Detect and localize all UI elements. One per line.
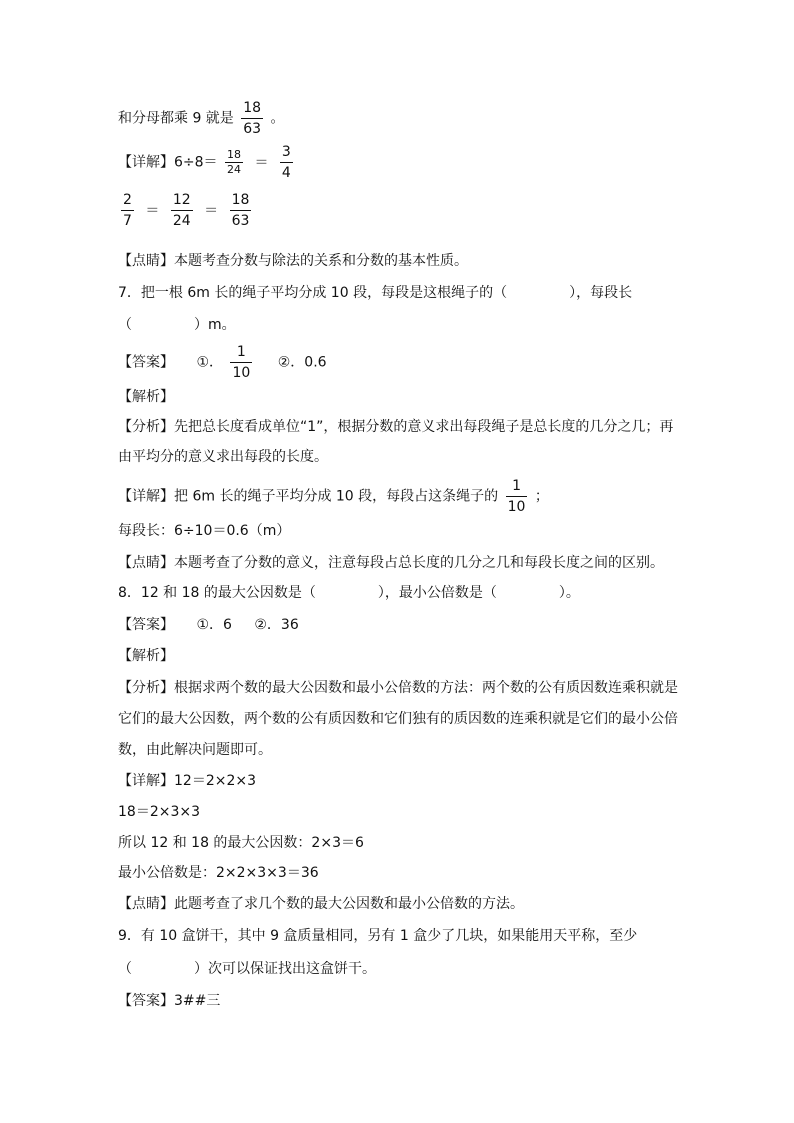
detail-label: 【详解】	[118, 154, 174, 171]
fraction-12-24: $\frac{12}{24}$	[172, 192, 191, 229]
analysis-label-q8: 【解析】	[118, 648, 174, 664]
line-multiply-nine: 和分母都乘 9 就是 $\frac{18}{63}$ 。	[118, 100, 285, 137]
detail-q8-line-3: 所以 12 和 18 的最大公因数：2×3＝6	[118, 835, 364, 851]
answer-q9: 【答案】3##三	[118, 993, 221, 1009]
tip-q6: 【点睛】本题考查分数与除法的关系和分数的基本性质。	[118, 253, 468, 269]
detail-q7-line-1: 【详解】把 6m 长的绳子平均分成 10 段，每段占这条绳子的 $\frac{1}{10}$ ；	[118, 478, 549, 515]
detail-q8-line-2: 18＝2×3×3	[118, 804, 200, 820]
analysis-q7-line-1: 【分析】先把总长度看成单位“1”，根据分数的意义求出每段绳子是总长度的几分之几；再	[118, 419, 674, 435]
detail-q7-line-2: 每段长：6÷10＝0.6（m）	[118, 523, 291, 539]
analysis-q8-line-3: 数，由此解决问题即可。	[118, 742, 272, 758]
line-equivalent-fractions: $\frac{2}{7}$ ＝ $\frac{12}{24}$ ＝ $\frac{18}{63}$	[123, 192, 250, 229]
tip-q7: 【点睛】本题考查了分数的意义，注意每段占总长度的几分之几和每段长度之间的区别。	[118, 555, 664, 571]
question-7-line-1: 7．把一根 6m 长的绳子平均分成 10 段，每段是这根绳子的（ ），每段长	[118, 285, 633, 301]
detail-q8-line-4: 最小公倍数是：2×2×3×3＝36	[118, 865, 319, 881]
fraction-1-10: $\frac{1}{10}$	[232, 344, 251, 381]
fraction-2-7: $\frac{2}{7}$	[123, 192, 132, 229]
question-9-line-1: 9．有 10 盒饼干，其中 9 盒质量相同，另有 1 盒少了几块，如果能用天平称，至少	[118, 928, 638, 944]
question-7-line-2: （ ）m。	[118, 317, 236, 333]
detail-q8-line-1: 【详解】12＝2×2×3	[118, 773, 256, 789]
answer-q7: 【答案】 ①． $\frac{1}{10}$ ②．0.6	[118, 344, 327, 381]
fraction-18-24: $\frac{18}{24}$	[227, 148, 241, 176]
tip-q8: 【点睛】此题考查了求几个数的最大公因数和最小公倍数的方法。	[118, 896, 524, 912]
analysis-q8-line-1: 【分析】根据求两个数的最大公因数和最小公倍数的方法：两个数的公有质因数连乘积就是	[118, 680, 678, 696]
text: 和分母都乘 9 就是	[118, 110, 234, 127]
fraction-1-10-b: $\frac{1}{10}$	[507, 478, 526, 515]
analysis-q7-line-2: 由平均分的意义求出每段的长度。	[118, 449, 328, 465]
question-9-line-2: （ ）次可以保证找出这盒饼干。	[118, 961, 376, 977]
line-detail-6-div-8: 【详解】6÷8＝ $\frac{18}{24}$ ＝ $\frac{3}{4}$	[118, 144, 291, 181]
fraction-3-4: $\frac{3}{4}$	[281, 144, 291, 181]
analysis-label-q7: 【解析】	[118, 389, 174, 405]
analysis-q8-line-2: 它们的最大公因数，两个数的公有质因数和它们独有的质因数的连乘积就是它们的最小公倍	[118, 711, 678, 727]
fraction-18-63-b: $\frac{18}{63}$	[231, 192, 250, 229]
answer-label: 【答案】	[118, 354, 174, 371]
answer-q8: 【答案】 ①．6 ②．36	[118, 617, 299, 633]
fraction-18-63: $\frac{18}{63}$	[243, 100, 262, 137]
question-8: 8．12 和 18 的最大公因数是（ ），最小公倍数是（ ）。	[118, 585, 580, 601]
